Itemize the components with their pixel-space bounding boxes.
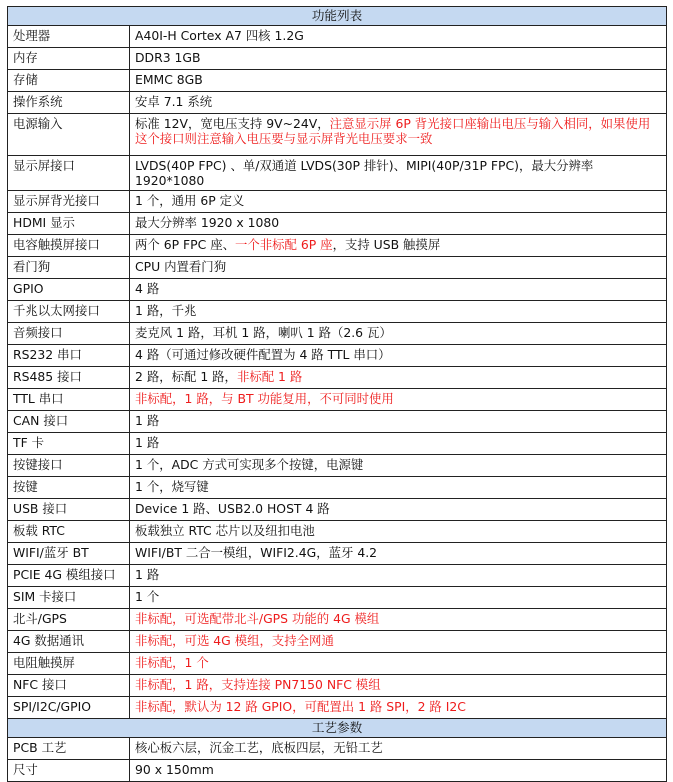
row-value [130,48,667,70]
value-text-highlight: 一个非标配 6P 座 [234,237,333,252]
row-value [130,609,667,631]
spec-table [7,6,667,782]
value-text: 1 个，烧写键 [135,479,209,494]
table-row [8,48,667,70]
table-row [8,760,667,782]
row-label: USB 接口 [8,499,130,521]
value-text: EMMC 8GB [135,72,203,87]
row-value [130,587,667,609]
spec-document [7,6,666,782]
table-row [8,565,667,587]
row-label: 尺寸 [8,760,130,782]
value-text: 4 路（可通过修改硬件配置为 4 路 TTL 串口） [135,347,391,362]
row-value [130,543,667,565]
value-text-highlight: 非标配，可选 4G 模组，支持全网通 [135,633,334,648]
value-text: 1 路，千兆 [135,303,197,318]
row-label: 千兆以太网接口 [8,301,130,323]
row-value [130,92,667,114]
value-text: 最大分辨率 1920 x 1080 [135,215,280,230]
value-text: 90 x 150mm [135,762,214,777]
value-text: 两个 6P FPC 座、 [135,237,235,252]
value-text-highlight: 非标配，1 个 [135,655,209,670]
row-label: 看门狗 [8,257,130,279]
value-text: 安卓 7.1 系统 [135,94,213,109]
row-label: CAN 接口 [8,411,130,433]
value-text: 核心板六层，沉金工艺，底板四层，无铅工艺 [135,740,383,755]
row-label: RS232 串口 [8,345,130,367]
table-row [8,257,667,279]
value-text: A40I-H Cortex A7 四核 1.2G [135,28,304,43]
row-label: PCIE 4G 模组接口 [8,565,130,587]
table-row [8,675,667,697]
row-label: 电阻触摸屏 [8,653,130,675]
row-value [130,114,667,156]
value-text: CPU 内置看门狗 [135,259,227,274]
row-label: NFC 接口 [8,675,130,697]
row-label: 电容触摸屏接口 [8,235,130,257]
value-text: WIFI/BT 二合一模组，WIFI2.4G，蓝牙 4.2 [135,545,378,560]
row-label: 操作系统 [8,92,130,114]
table-row [8,543,667,565]
row-value [130,191,667,213]
table-row [8,697,667,719]
value-text: 2 路，标配 1 路， [135,369,237,384]
value-text-highlight: 非标配 1 路 [236,369,303,384]
row-value [130,26,667,48]
table-row [8,389,667,411]
row-value [130,760,667,782]
row-value [130,738,667,760]
table-row [8,631,667,653]
value-text: Device 1 路、USB2.0 HOST 4 路 [135,501,330,516]
row-value [130,565,667,587]
row-label: 板载 RTC [8,521,130,543]
value-text: DDR3 1GB [135,50,201,65]
table-row [8,70,667,92]
table-row [8,191,667,213]
value-text-highlight: 非标配，1 路，支持连接 PN7150 NFC 模组 [135,677,381,692]
row-value [130,477,667,499]
value-text: 标准 12V，宽电压支持 9V~24V， [135,116,330,131]
table-row [8,521,667,543]
table-row [8,609,667,631]
row-value [130,653,667,675]
row-label: TF 卡 [8,433,130,455]
section-title: 工艺参数 [8,719,667,738]
row-label: 内存 [8,48,130,70]
value-text-highlight: 非标配，可选配带北斗/GPS 功能的 4G 模组 [135,611,380,626]
row-label: TTL 串口 [8,389,130,411]
value-text: 麦克风 1 路，耳机 1 路，喇叭 1 路（2.6 瓦） [135,325,392,340]
value-text: 4 路 [135,281,160,296]
row-value [130,455,667,477]
table-row [8,411,667,433]
value-text: 1 个，通用 6P 定义 [135,193,245,208]
row-value [130,675,667,697]
row-label: 电源输入 [8,114,130,156]
row-value [130,367,667,389]
value-text-highlight: 非标配，默认为 12 路 GPIO，可配置出 1 路 SPI，2 路 I2C [135,699,466,714]
row-label: SIM 卡接口 [8,587,130,609]
row-label: WIFI/蓝牙 BT [8,543,130,565]
row-label: 处理器 [8,26,130,48]
row-label: 显示屏背光接口 [8,191,130,213]
value-text: ，支持 USB 触摸屏 [332,237,441,252]
table-row [8,433,667,455]
table-row [8,653,667,675]
row-value [130,323,667,345]
section-header-row [8,7,667,26]
row-value [130,499,667,521]
row-value [130,257,667,279]
value-text-highlight: 非标配，1 路，与 BT 功能复用，不可同时使用 [135,391,394,406]
table-row [8,26,667,48]
spec-table-body [8,7,667,782]
table-row [8,279,667,301]
table-row [8,213,667,235]
table-row [8,455,667,477]
table-row [8,114,667,156]
row-label: 音频接口 [8,323,130,345]
row-value [130,697,667,719]
value-text: 板载独立 RTC 芯片以及纽扣电池 [135,523,315,538]
row-label: RS485 接口 [8,367,130,389]
row-label: HDMI 显示 [8,213,130,235]
value-text: 1 路 [135,435,160,450]
row-value [130,521,667,543]
row-label: 北斗/GPS [8,609,130,631]
value-text: 1 个，ADC 方式可实现多个按键，电源键 [135,457,364,472]
row-label: GPIO [8,279,130,301]
value-text-highlight: 注意显示屏 6P 背光接口座输出电压与输入相同，如果使用这个接口则注意输入电压要与显示屏背光电压要求一致 [135,116,651,146]
row-value [130,345,667,367]
row-value [130,389,667,411]
row-label: 存储 [8,70,130,92]
table-row [8,92,667,114]
value-text: LVDS(40P FPC) 、单/双通道 LVDS(30P 排针)、MIPI(40P/31P FPC)，最大分辨率 1920*1080 [135,158,594,188]
row-label: SPI/I2C/GPIO [8,697,130,719]
row-label: 按键 [8,477,130,499]
table-row [8,499,667,521]
row-label: 按键接口 [8,455,130,477]
row-value [130,156,667,191]
table-row [8,345,667,367]
row-value [130,301,667,323]
row-value [130,235,667,257]
value-text: 1 路 [135,413,160,428]
row-value [130,411,667,433]
row-value [130,279,667,301]
section-title: 功能列表 [8,7,667,26]
row-value [130,631,667,653]
row-value [130,70,667,92]
section-header-row [8,719,667,738]
value-text: 1 个 [135,589,160,604]
table-row [8,156,667,191]
row-label: 显示屏接口 [8,156,130,191]
row-label: PCB 工艺 [8,738,130,760]
table-row [8,301,667,323]
table-row [8,235,667,257]
table-row [8,738,667,760]
table-row [8,587,667,609]
row-value [130,433,667,455]
row-label: 4G 数据通讯 [8,631,130,653]
table-row [8,367,667,389]
row-value [130,213,667,235]
value-text: 1 路 [135,567,160,582]
table-row [8,477,667,499]
table-row [8,323,667,345]
